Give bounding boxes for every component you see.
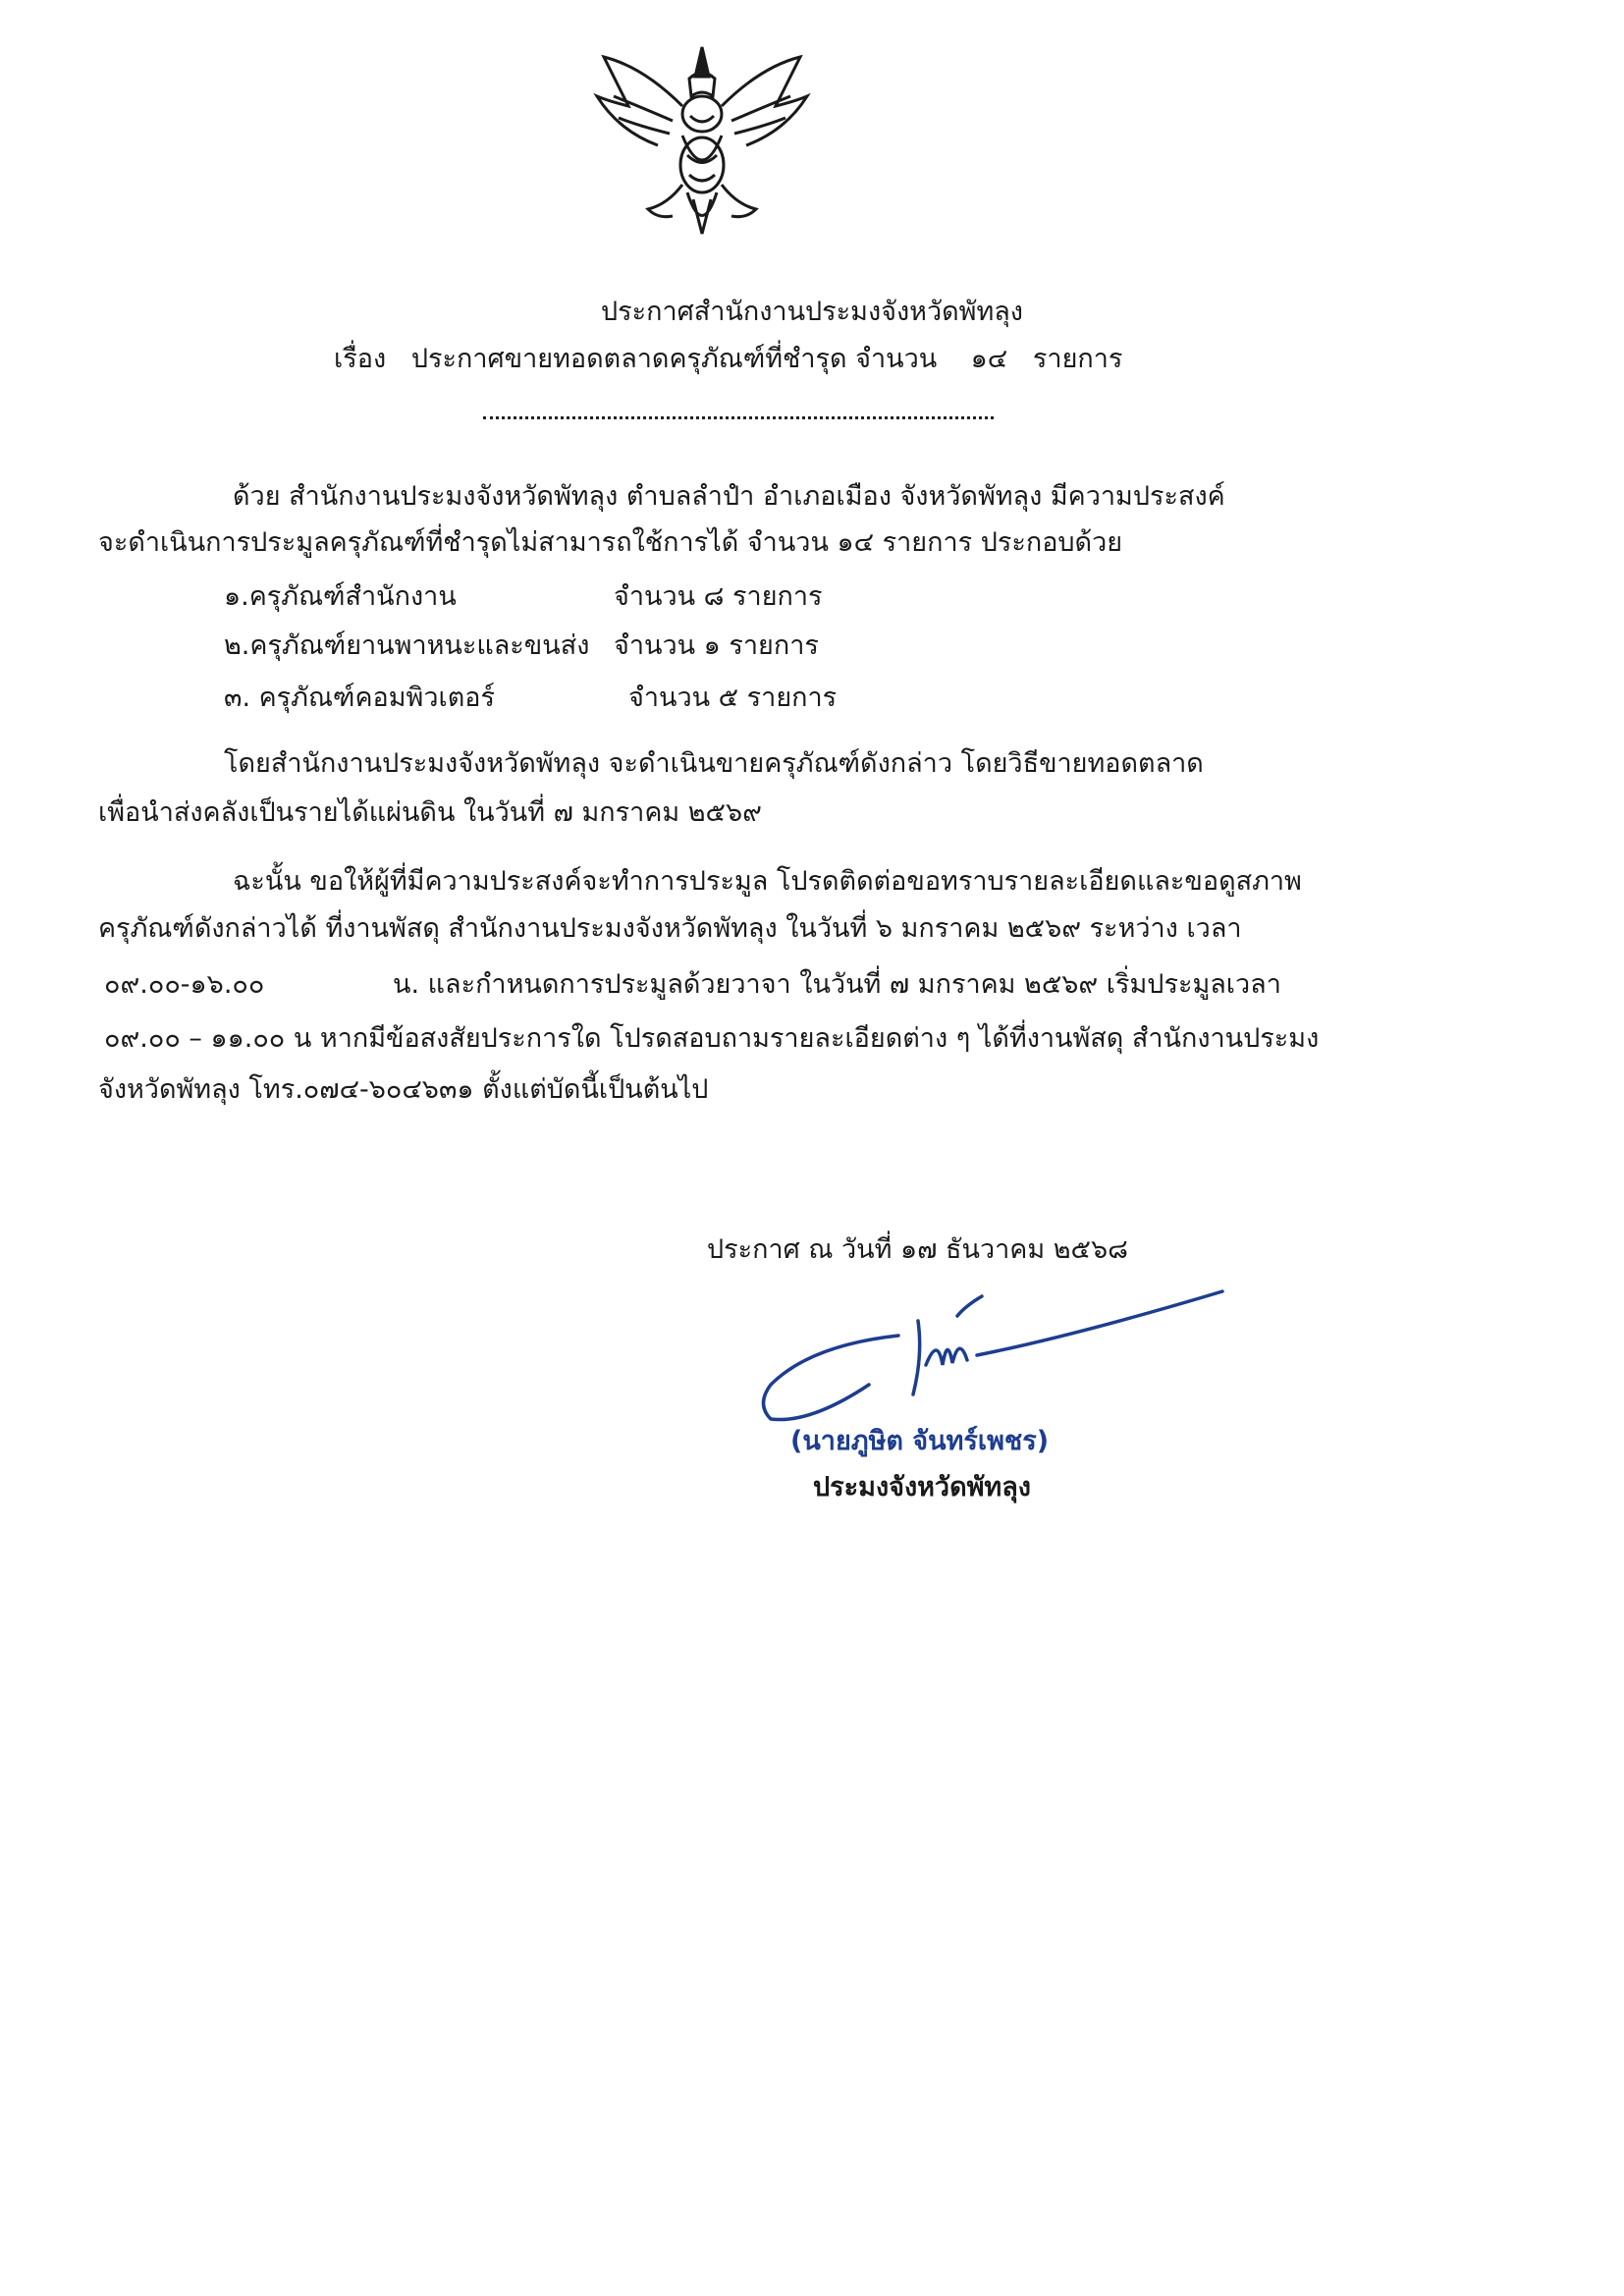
para3-line5: จังหวัดพัทลุง โทร.๐๗๔-๖๐๔๖๓๑ ตั้งแต่บัดนี้เป็นต้นไป xyxy=(98,1074,709,1105)
document-title: ประกาศสำนักงานประมงจังหวัดพัทลุง xyxy=(601,297,1023,327)
subject-text: ประกาศขายทอดตลาดครุภัณฑ์ที่ชำรุด จำนวน xyxy=(410,344,938,374)
subject-unit: รายการ xyxy=(1032,344,1123,374)
para1-line2: จะดำเนินการประมูลครุภัณฑ์ที่ชำรุดไม่สามารถใช้การได้ จำนวน ๑๔ รายการ ประกอบด้วย xyxy=(98,527,1123,558)
handwritten-signature-icon xyxy=(751,1277,1237,1439)
para3-line2: ครุภัณฑ์ดังกล่าวได้ ที่งานพัสดุ สำนักงานประมงจังหวัดพัทลุง ในวันที่ ๖ มกราคม ๒๕๖๙ ระหว่าง เวลา xyxy=(98,913,1242,944)
item-1-label: ๑.ครุภัณฑ์สำนักงาน xyxy=(224,581,457,612)
signer-name: (นายภูษิต จันทร์เพชร) xyxy=(790,1426,1050,1456)
header-divider xyxy=(483,416,994,419)
garuda-emblem-icon xyxy=(589,37,815,253)
para1-line1: ด้วย สำนักงานประมงจังหวัดพัทลุง ตำบลลำปำ อำเภอเมือง จังหวัดพัทลุง มีความประสงค์ xyxy=(233,481,1225,512)
para3-line3-time: ๐๙.๐๐-๑๖.๐๐ xyxy=(104,969,265,1000)
para3-line4: ๐๙.๐๐ – ๑๑.๐๐ น หากมีข้อสงสัยประการใด โปรดสอบถามรายละเอียดต่าง ๆ ได้ที่งานพัสดุ สำนักงานประมง xyxy=(104,1023,1320,1054)
para2-line1: โดยสำนักงานประมงจังหวัดพัทลุง จะดำเนินขายครุภัณฑ์ดังกล่าว โดยวิธีขายทอดตลาด xyxy=(224,748,1204,779)
para3-line1: ฉะนั้น ขอให้ผู้ที่มีความประสงค์จะทำการประมูล โปรดติดต่อขอทราบรายละเอียดและขอดูสภาพ xyxy=(233,866,1302,897)
subject-line xyxy=(334,342,1122,377)
item-2-count: จำนวน ๑ รายการ xyxy=(614,630,819,661)
subject-prefix: เรื่อง xyxy=(334,344,387,374)
signer-title: ประมงจังหวัดพัทลุง xyxy=(813,1472,1031,1503)
item-2-label: ๒.ครุภัณฑ์ยานพาหนะและขนส่ง xyxy=(224,630,590,661)
subject-count: ๑๔ xyxy=(970,344,1008,374)
para3-line3-text: น. และกำหนดการประมูลด้วยวาจา ในวันที่ ๗ มกราคม ๒๕๖๙ เริ่มประมูลเวลา xyxy=(393,969,1281,1000)
announcement-date: ประกาศ ณ วันที่ ๑๗ ธันวาคม ๒๕๖๘ xyxy=(707,1234,1128,1265)
item-3-count: จำนวน ๕ รายการ xyxy=(628,683,838,713)
para2-line2: เพื่อนำส่งคลังเป็นรายได้แผ่นดิน ในวันที่ ๗ มกราคม ๒๕๖๙ xyxy=(98,797,762,828)
item-3-label: ๓. ครุภัณฑ์คอมพิวเตอร์ xyxy=(224,683,495,713)
item-1-count: จำนวน ๘ รายการ xyxy=(614,581,823,612)
